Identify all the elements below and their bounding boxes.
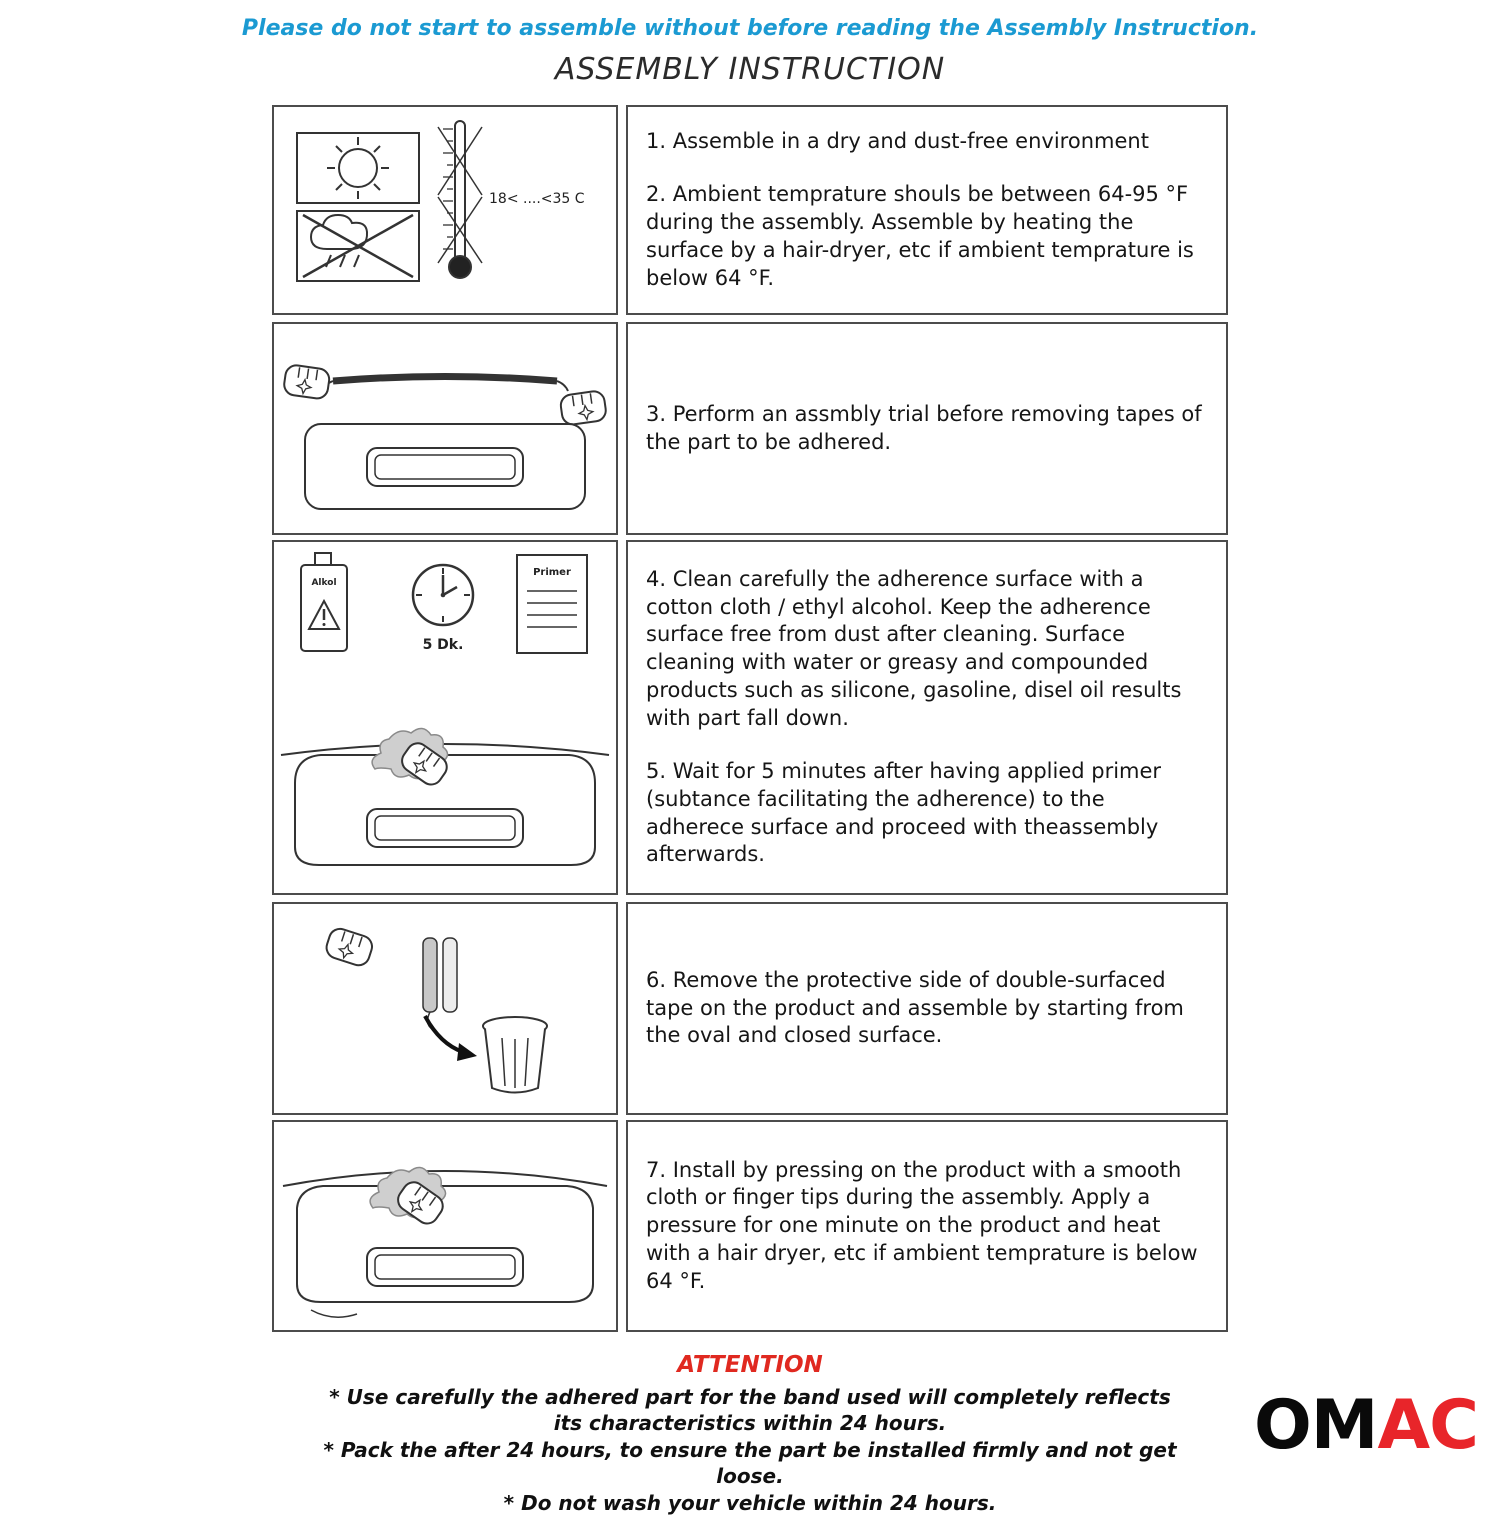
- step-1-illustration-box: [272, 105, 618, 315]
- thermometer-range-label: 18< ....<35 C: [489, 191, 585, 207]
- omac-logo-red-part: AC: [1377, 1386, 1478, 1465]
- no-rain-icon: [297, 211, 419, 281]
- arrow-icon: [425, 1016, 477, 1061]
- step-2-illustration-box: [272, 322, 618, 535]
- step-row-3: [272, 540, 1228, 895]
- thermometer-icon: [438, 121, 482, 278]
- clock-label: 5 Dk.: [422, 636, 464, 653]
- step-1-text-box: [626, 105, 1228, 315]
- step-2-illustration: [275, 324, 615, 533]
- step-3-text-box: [626, 540, 1228, 895]
- step-5-illustration-box: [272, 1120, 618, 1332]
- hand-peeling-tape-icon: [324, 926, 457, 1031]
- alcohol-bottle-icon: [301, 553, 347, 651]
- motion-line: [311, 1310, 357, 1317]
- step-1-illustration: [275, 107, 615, 313]
- step-paragraph: 6. Remove the protective side of double-surfaced tape on the product and assemble by starting from the oval and closed surface.: [646, 967, 1184, 1048]
- step-4-text-box: [626, 902, 1228, 1115]
- attention-note: * Pack the after 24 hours, to ensure the part be installed firmly and not get loose.: [323, 1437, 1177, 1489]
- clock-icon: [413, 565, 473, 653]
- step-paragraph: 4. Clean carefully the adherence surface with a cotton cloth / ethyl alcohol. Keep the adherence surface free from dust after cleaning. Surface cleaning with water or greasy and compounded products such as silicone, gasoline, disel oil results with part fall down.: [646, 566, 1182, 730]
- step-paragraph: 7. Install by pressing on the product with a smooth cloth or finger tips during the assembly. Apply a pressure for one minute on the product and heat with a hair dryer, etc if ambient temprature is below 64 °F.: [646, 1157, 1198, 1293]
- omac-logo-black-part: OM: [1253, 1386, 1378, 1465]
- trunk-panel-icon: [305, 424, 585, 509]
- step-5-text-box: [626, 1120, 1228, 1332]
- step-paragraph: 2. Ambient temprature shouls be between 64-95 °F during the assembly. Assemble by heating the surface by a hair-dryer, etc if ambient temprature is below 64 °F.: [646, 182, 1194, 290]
- sun-icon: [297, 133, 419, 203]
- primer-label: Primer: [533, 566, 571, 578]
- step-paragraph: 1. Assemble in a dry and dust-free environment: [646, 128, 1149, 153]
- step-2-text-box: [626, 322, 1228, 535]
- step-4-illustration: [275, 904, 615, 1113]
- step-row-5: [272, 1120, 1228, 1332]
- attention-note: * Do not wash your vehicle within 24 hours.: [503, 1490, 997, 1515]
- attention-note: * Use carefully the adhered part for the band used will completely reflects its characteristics within 24 hours.: [329, 1385, 1171, 1436]
- trash-can-icon: [483, 1017, 547, 1093]
- omac-logo: [1253, 1386, 1478, 1465]
- step-5-illustration: [275, 1122, 615, 1330]
- hands-stretching-trim-icon: [283, 364, 607, 426]
- step-paragraph: 3. Perform an assmbly trial before removing tapes of the part to be adhered.: [646, 401, 1202, 454]
- step-3-illustration: [275, 543, 615, 893]
- page-title: ASSEMBLY INSTRUCTION: [554, 52, 946, 87]
- step-paragraph: 5. Wait for 5 minutes after having applied primer (subtance facilitating the adherence) to the adherece surface and proceed with theassembly afterwards.: [646, 759, 1162, 867]
- step-row-4: [272, 902, 1228, 1115]
- bottle-label: Alkol: [311, 577, 337, 588]
- primer-sheet-icon: [517, 555, 587, 653]
- step-row-2: [272, 322, 1228, 535]
- attention-title: ATTENTION: [677, 1352, 823, 1378]
- header-warning: Please do not start to assemble without before reading the Assembly Instruction.: [241, 16, 1259, 41]
- step-4-illustration-box: [272, 902, 618, 1115]
- step-row-1: [272, 105, 1228, 315]
- step-3-illustration-box: [272, 540, 618, 895]
